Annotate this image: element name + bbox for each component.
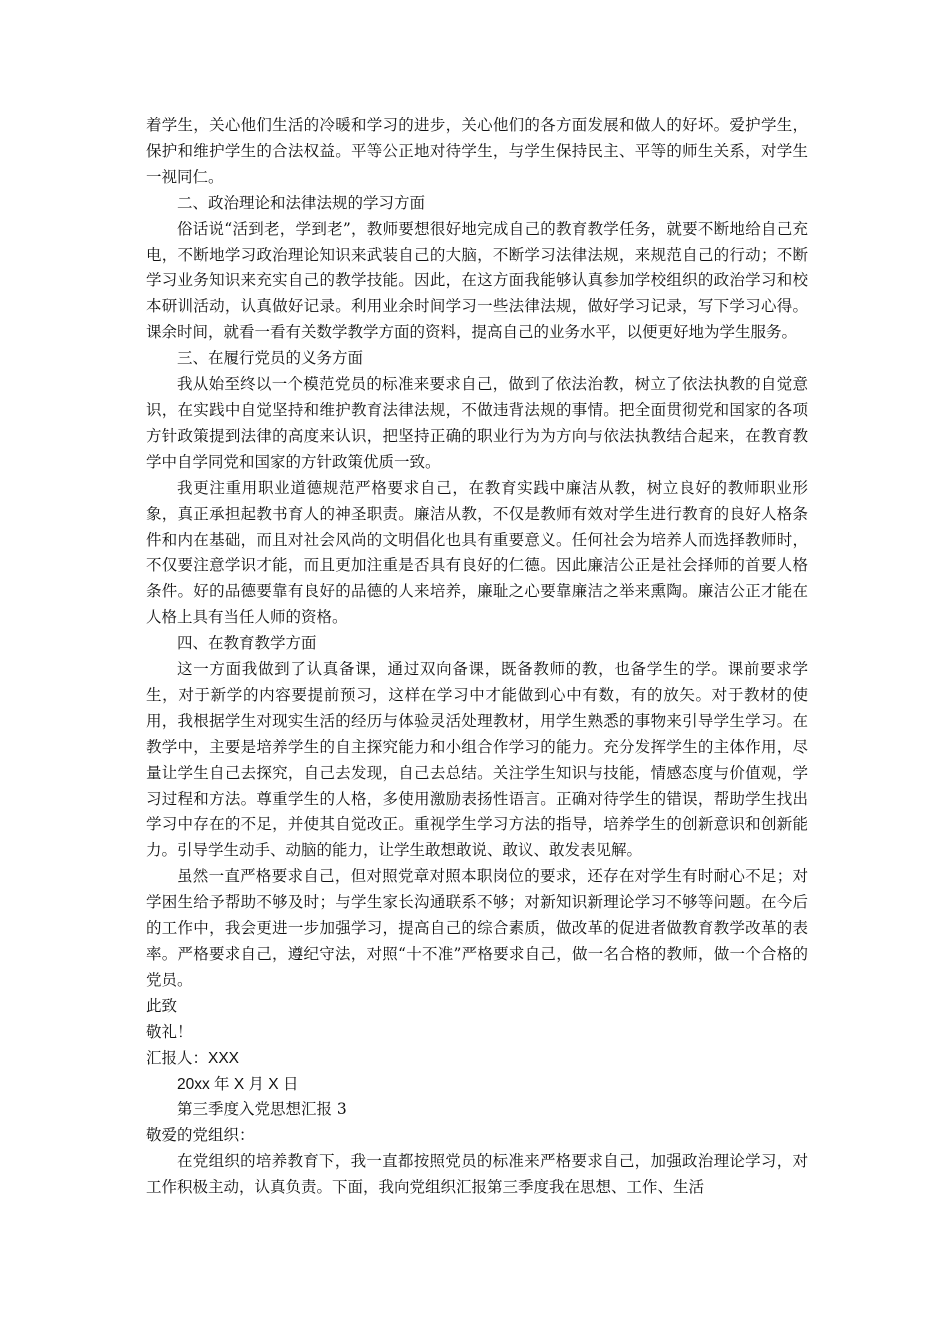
paragraph-care-students: 着学生，关心他们生活的冷暖和学习的进步，关心他们的各方面发展和做人的好坏。爱护学生，保护和维护学生的合法权益。平等公正地对待学生，与学生保持民主、平等的师生关系，对学生一视同仁。 [146,116,808,186]
paragraph-intro: 在党组织的培养教育下，我一直都按照党员的标准来严格要求自己，加强政治理论学习，对工作积极主动，认真负责。下面，我向党组织汇报第三季度我在思想、工作、生活 [146,1152,808,1197]
section-heading-3: 三、在履行党员的义务方面 [177,349,364,368]
document-page [146,113,808,1201]
paragraph-teaching: 这一方面我做到了认真备课，通过双向备课，既备教师的教，也备学生的学。课前要求学生，对于新学的内容要提前预习，这样在学习中才能做到心中有数，有的放矢。对于教材的使用，我根据学生对现实生活的经历与体验灵活处理教材，用学生熟悉的事物来引导学生学习。在教学中，主要是培养学生的自主探究能力和小组合作学习的能力。充分发挥学生的主体作用，尽量让学生自己去探究，自己去发现，自己去总结。关注学生知识与技能，情感态度与价值观，学习过程和方法。尊重学生的人格，多使用激励表扬性语言。正确对待学生的错误，帮助学生找出学习中存在的不足，并使其自觉改正。重视学生学习方法的指导，培养学生的创新意识和创新能力。引导学生动手、动脑的能力，让学生敢想敢说、敢议、敢发表见解。 [146,660,808,860]
section-heading-2: 二、政治理论和法律法规的学习方面 [177,193,426,212]
signer-line: 汇报人：XXX [146,1049,240,1067]
paragraph-shortcomings: 虽然一直严格要求自己，但对照党章对照本职岗位的要求，还存在对学生有时耐心不足；对学困生给予帮助不够及时；与学生家长沟通联系不够；对新知识新理论学习不够等问题。在今后的工作中，我会更进一步加强学习，提高自己的综合素质，做改革的促进者做教育教学改革的表率。严格要求自己，遵纪守法，对照“十不准”严格要求自己，做一名合格的教师，做一个合格的党员。 [146,867,808,989]
closing-jingli: 敬礼！ [146,1022,193,1041]
paragraph-professional-ethics: 我更注重用职业道德规范严格要求自己，在教育实践中廉洁从教，树立良好的教师职业形象，真正承担起教书育人的神圣职责。廉洁从教，不仅是教师有效对学生进行教育的良好人格条件和内在基础，而且对社会风尚的文明倡化也具有重要意义。任何社会为培养人而选择教师时，不仅要注意学识才能，而且更加注重是否具有良好的仁德。因此廉洁公正是社会择师的首要人格条件。好的品德要靠有良好的品德的人来培养，廉耻之心要靠廉洁之举来熏陶。廉洁公正才能在人格上具有当任人师的资格。 [146,478,808,627]
closing-cizhi: 此致 [146,996,178,1015]
salutation: 敬爱的党组织： [146,1126,255,1145]
paragraph-party-duty: 我从始至终以一个模范党员的标准来要求自己，做到了依法治教，树立了依法执教的自觉意识，在实践中自觉坚持和维护教育法律法规，不做违背法规的事情。把全面贯彻党和国家的各项方针政策提到法律的高度来认识，把坚持正确的职业行为为方向与依法执教结合起来，在教育教学中自学同党和国家的方针政策优质一致。 [146,375,808,471]
report-title: 第三季度入党思想汇报 3 [177,1100,347,1119]
date-line: 20xx 年 X 月 X 日 [177,1075,299,1093]
paragraph-political-study: 俗话说“活到老，学到老”，教师要想很好地完成自己的教育教学任务，就要不断地给自己充电，不断地学习政治理论知识来武装自己的大脑，不断学习法律法规，来规范自己的行动；不断学习业务知识来充实自己的教学技能。因此，在这方面我能够认真参加学校组织的政治学习和校本研训活动，认真做好记录。利用业余时间学习一些法律法规，做好学习记录，写下学习心得。课余时间，就看一看有关数学教学方面的资料，提高自己的业务水平，以便更好地为学生服务。 [146,219,808,342]
section-heading-4: 四、在教育教学方面 [177,634,317,653]
